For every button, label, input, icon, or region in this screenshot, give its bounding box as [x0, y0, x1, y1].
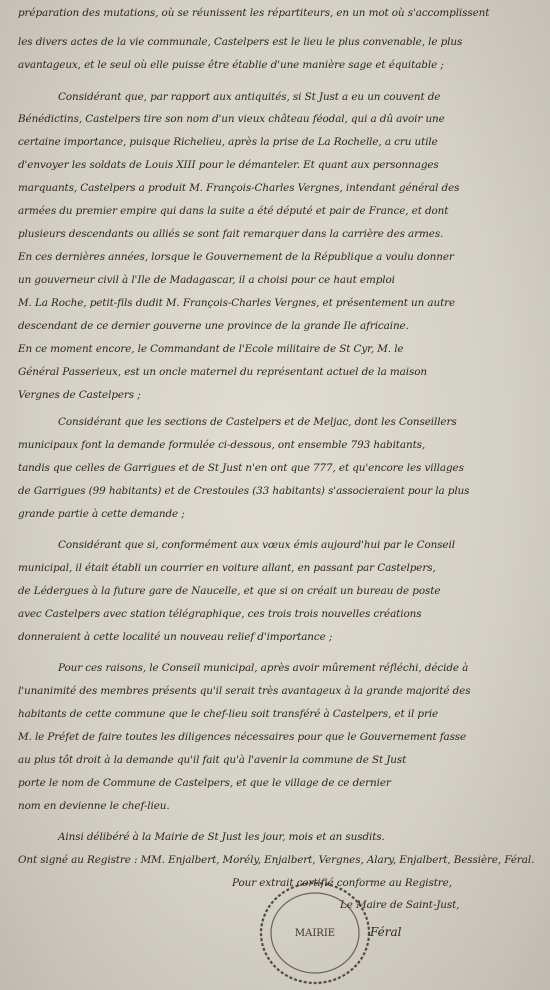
text-line: certaine importance, puisque Richelieu, après la prise de La Rochelle, a cru utile [18, 136, 438, 148]
text-line: au plus tôt droit à la demande qu'il fait qu'à l'avenir la commune de St Just [18, 754, 407, 766]
text-line: les divers actes de la vie communale, Castelpers est le lieu le plus convenable, le plus [18, 36, 463, 48]
text-line: Considérant que, par rapport aux antiquités, si St Just a eu un couvent de [58, 91, 441, 103]
text-line: un gouverneur civil à l'Ile de Madagascar, il a choisi pour ce haut emploi [18, 274, 395, 286]
text-line: M. La Roche, petit-fils dudit M. François-Charles Vergnes, et présentement un autre [18, 297, 456, 309]
text-line: nom en devienne le chef-lieu. [18, 800, 170, 812]
text-line: Le Maire de Saint-Just, [340, 899, 460, 911]
text-line: Considérant que si, conformément aux vœux émis aujourd'hui par le Conseil [58, 539, 455, 551]
text-line: d'envoyer les soldats de Louis XIII pour le démanteler. Et quant aux personnages [18, 159, 439, 171]
text-line: tandis que celles de Garrigues et de St Just n'en ont que 777, et qu'encore les villages [18, 462, 464, 474]
text-line: municipaux font la demande formulée ci-dessous, ont ensemble 793 habitants, [18, 439, 426, 451]
text-line: Ainsi délibéré à la Mairie de St Just les jour, mois et an susdits. [58, 831, 385, 843]
text-line: En ce moment encore, le Commandant de l'Ecole militaire de St Cyr, M. le [18, 343, 404, 355]
text-line: Bénédictins, Castelpers tire son nom d'un vieux château féodal, qui a dû avoir une [18, 113, 445, 125]
mairie-stamp-icon [255, 878, 375, 988]
text-line: M. le Préfet de faire toutes les diligences nécessaires pour que le Gouvernement fasse [18, 731, 467, 743]
text-line: avantageux, et le seul où elle puisse être établie d'une manière sage et équitable ; [18, 59, 444, 71]
text-line: de Garrigues (99 habitants) et de Crestoules (33 habitants) s'associeraient pour la plus [18, 485, 470, 497]
text-line: Pour ces raisons, le Conseil municipal, après avoir mûrement réfléchi, décide à [58, 662, 469, 674]
text-line: plusieurs descendants ou alliés se sont fait remarquer dans la carrière des armes. [18, 228, 444, 240]
text-line: En ces dernières années, lorsque le Gouvernement de la République a voulu donner [18, 251, 454, 263]
text-line: descendant de ce dernier gouverne une province de la grande Ile africaine. [18, 320, 409, 332]
mayor-signature: Féral [370, 925, 402, 939]
text-line: Pour extrait certifié conforme au Registre, [232, 877, 452, 889]
text-line: donneraient à cette localité un nouveau relief d'importance ; [18, 631, 333, 643]
stamp-text: MAIRIE [294, 928, 336, 939]
text-line: préparation des mutations, où se réunissent les répartiteurs, en un mot où s'accomplissent [18, 7, 490, 19]
text-line: grande partie à cette demande ; [18, 508, 185, 520]
text-line: porte le nom de Commune de Castelpers, et que le village de ce dernier [18, 777, 391, 789]
text-line: marquants, Castelpers a produit M. François-Charles Vergnes, intendant général des [18, 182, 460, 194]
text-line: municipal, il était établi un courrier en voiture allant, en passant par Castelpers, [18, 562, 436, 574]
text-line: Général Passerieux, est un oncle maternel du représentant actuel de la maison [18, 366, 427, 378]
text-line: de Lédergues à la future gare de Naucelle, et que si on créait un bureau de poste [18, 585, 441, 597]
text-line: Vergnes de Castelpers ; [18, 389, 141, 401]
text-line: Considérant que les sections de Castelpers et de Meljac, dont les Conseillers [58, 416, 457, 428]
text-line: habitants de cette commune que le chef-lieu soit transféré à Castelpers, et il prie [18, 708, 439, 720]
text-line: armées du premier empire qui dans la suite a été député et pair de France, et dont [18, 205, 449, 217]
text-line: l'unanimité des membres présents qu'il serait très avantageux à la grande majorité des [18, 685, 471, 697]
text-line: avec Castelpers avec station télégraphique, ces trois trois nouvelles créations [18, 608, 422, 620]
text-line: Ont signé au Registre : MM. Enjalbert, Morély, Enjalbert, Vergnes, Alary, Enjalbert, Bessière, Féral. [18, 854, 535, 866]
